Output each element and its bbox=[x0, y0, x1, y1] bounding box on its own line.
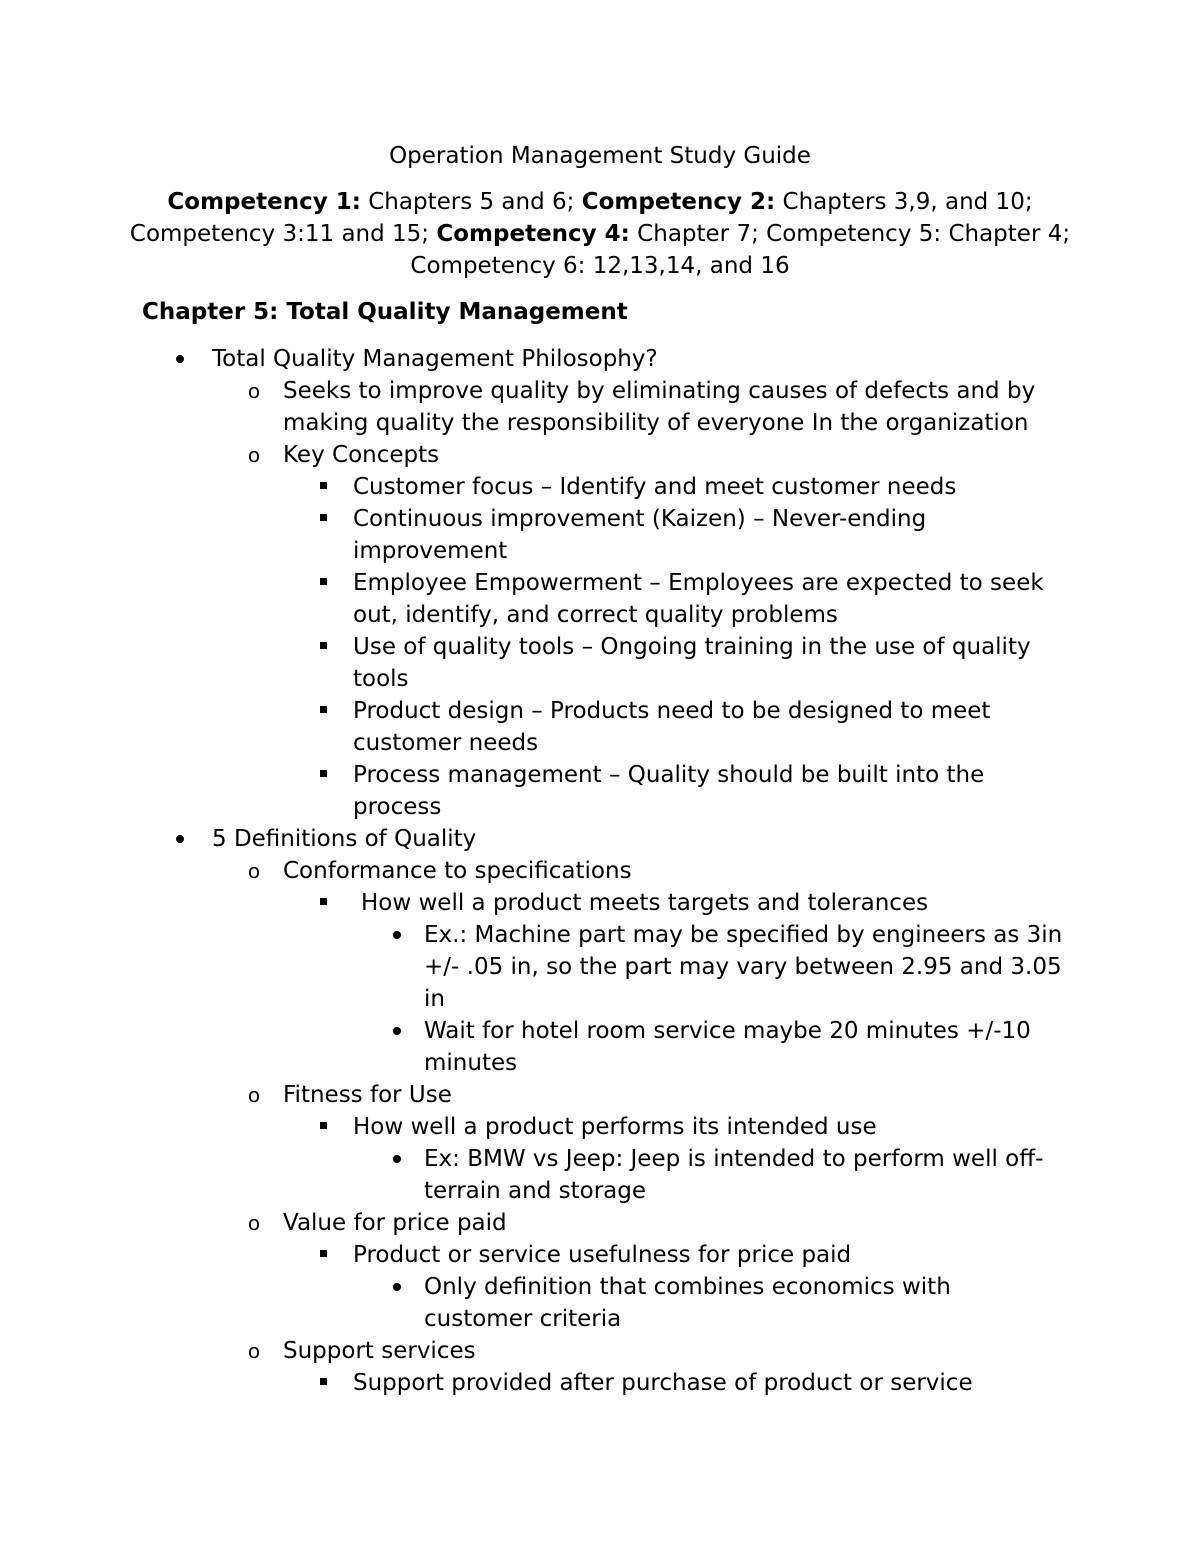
outline-item-text: Use of quality tools – Ongoing training in the use of quality tools bbox=[353, 634, 1031, 692]
bullet-square-icon bbox=[311, 631, 335, 663]
competency-4-label: Competency 4: bbox=[436, 221, 630, 247]
bullet-circle-icon: o bbox=[247, 859, 261, 883]
bullet-dot-icon bbox=[168, 343, 192, 375]
outline-item bbox=[0, 1015, 1200, 1079]
outline-item bbox=[0, 631, 1200, 695]
bullet-circle-icon: o bbox=[247, 1339, 261, 1363]
bullet-dot-icon bbox=[385, 1015, 409, 1047]
outline-item bbox=[0, 1239, 1200, 1271]
chapter-heading: Chapter 5: Total Quality Management bbox=[142, 299, 628, 325]
outline-item bbox=[0, 567, 1200, 631]
bullet-circle-icon: o bbox=[247, 1083, 261, 1107]
outline-item-text: Fitness for Use bbox=[283, 1082, 452, 1108]
outline-item bbox=[0, 343, 1200, 375]
bullet-square-icon bbox=[311, 567, 335, 599]
outline-item-text: Key Concepts bbox=[283, 442, 440, 468]
bullet-circle-icon: o bbox=[247, 1211, 261, 1235]
competency-1-label: Competency 1: bbox=[167, 189, 361, 215]
outline-item bbox=[0, 759, 1200, 823]
competency-4-text: Chapter 7; Competency 5: Chapter 4; Competency 6: 12,13,14, and 16 bbox=[410, 221, 1071, 279]
outline-item-text: Ex.: Machine part may be specified by engineers as 3in +/- .05 in, so the part may vary between 2.95 and 3.05 in bbox=[424, 922, 1063, 1012]
competency-1-text: Chapters 5 and 6; bbox=[360, 189, 582, 215]
outline-item bbox=[0, 1111, 1200, 1143]
outline-item bbox=[0, 823, 1200, 855]
bullet-dot-icon bbox=[385, 919, 409, 951]
outline-item bbox=[0, 439, 1200, 471]
outline-item bbox=[0, 1207, 1200, 1239]
bullet-circle-icon: o bbox=[247, 379, 261, 403]
outline-item bbox=[0, 855, 1200, 887]
bullet-dot-icon bbox=[385, 1143, 409, 1175]
outline-list bbox=[0, 343, 1200, 1399]
outline-item-text: Product or service usefulness for price paid bbox=[353, 1242, 852, 1268]
outline-item-text: Conformance to specifications bbox=[283, 858, 632, 884]
competency-3-text: Competency 3:11 and 15; bbox=[129, 221, 437, 247]
bullet-square-icon bbox=[311, 887, 335, 919]
outline-item-text: Wait for hotel room service maybe 20 minutes +/-10 minutes bbox=[424, 1018, 1031, 1076]
outline-item bbox=[0, 471, 1200, 503]
document-title: Operation Management Study Guide bbox=[389, 143, 811, 169]
bullet-square-icon bbox=[311, 1367, 335, 1399]
outline-item-text: Employee Empowerment – Employees are expected to seek out, identify, and correct quality problems bbox=[353, 570, 1044, 628]
competency-summary bbox=[120, 186, 1080, 282]
outline-item bbox=[0, 695, 1200, 759]
outline-item-text: Continuous improvement (Kaizen) – Never-ending improvement bbox=[353, 506, 927, 564]
outline-item bbox=[0, 1143, 1200, 1207]
outline-item-text: Process management – Quality should be built into the process bbox=[353, 762, 985, 820]
outline-item-text: Support services bbox=[283, 1338, 476, 1364]
outline-item-text: Ex: BMW vs Jeep: Jeep is intended to perform well off-terrain and storage bbox=[424, 1146, 1044, 1204]
outline-item bbox=[0, 1335, 1200, 1367]
bullet-dot-icon bbox=[168, 823, 192, 855]
outline-item-text: Only definition that combines economics with customer criteria bbox=[424, 1274, 951, 1332]
outline-item bbox=[0, 503, 1200, 567]
outline-item-text: Customer focus – Identify and meet customer needs bbox=[353, 474, 957, 500]
bullet-square-icon bbox=[311, 1239, 335, 1271]
bullet-square-icon bbox=[311, 471, 335, 503]
outline-item bbox=[0, 1367, 1200, 1399]
bullet-square-icon bbox=[311, 503, 335, 535]
bullet-square-icon bbox=[311, 695, 335, 727]
outline-item-text: How well a product performs its intended use bbox=[353, 1114, 877, 1140]
competency-2-text: Chapters 3,9, and 10; bbox=[775, 189, 1033, 215]
outline-item-text: 5 Definitions of Quality bbox=[212, 826, 477, 852]
outline-item bbox=[0, 887, 1200, 919]
bullet-circle-icon: o bbox=[247, 443, 261, 467]
outline-item bbox=[0, 375, 1200, 439]
bullet-dot-icon bbox=[385, 1271, 409, 1303]
outline-item bbox=[0, 1079, 1200, 1111]
outline-item-text: How well a product meets targets and tolerances bbox=[361, 890, 929, 916]
outline-item bbox=[0, 1271, 1200, 1335]
bullet-square-icon bbox=[311, 759, 335, 791]
outline-item-text: Support provided after purchase of product or service bbox=[353, 1370, 973, 1396]
outline-item-text: Total Quality Management Philosophy? bbox=[212, 346, 658, 372]
outline-item-text: Value for price paid bbox=[283, 1210, 507, 1236]
outline-item-text: Seeks to improve quality by eliminating causes of defects and by making quality the responsibility of everyone In the organization bbox=[283, 378, 1036, 436]
competency-2-label: Competency 2: bbox=[581, 189, 776, 215]
outline-item-text: Product design – Products need to be designed to meet customer needs bbox=[353, 698, 991, 756]
outline-item bbox=[0, 919, 1200, 1015]
bullet-square-icon bbox=[311, 1111, 335, 1143]
